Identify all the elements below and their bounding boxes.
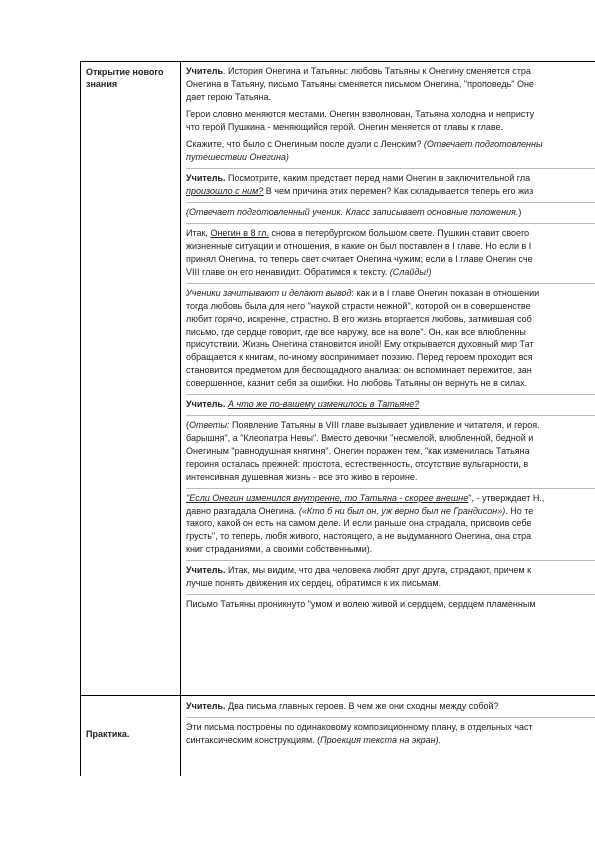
text-run: Онегиным "равнодушная княгиня". Онегин поражен тем, "как изменилась Татьяна (186, 445, 530, 456)
text-run: («Кто б ни был он, уж верно был не Грандисон») (298, 505, 506, 516)
text-run: Итак, (186, 228, 211, 239)
row-content-opening (186, 65, 595, 611)
text-run: (Отвечает подготовленны (423, 138, 543, 149)
text-line (186, 121, 595, 134)
text-line (186, 287, 595, 300)
table-row-divider (80, 695, 595, 696)
text-line (186, 326, 595, 339)
text-run: Герои словно меняются местами. Онегин взволнован, Татьяна холодна и непристу (186, 108, 535, 119)
text-run: письмо, где сердце говорит, где все наружу, все на воле". Он, как все влюбленны (186, 326, 526, 337)
text-line (186, 471, 595, 484)
paragraph (186, 415, 595, 483)
text-run: Учитель. (186, 565, 226, 576)
text-run: "Если Онегин изменился внутренне, то Татьяна - скорее внешне (186, 492, 469, 503)
text-run: тогда любовь была для него "наукой страсти нежной", которой он в совершенстве (186, 300, 531, 311)
text-run: обращается к книгам, по-иному воспринимает поэзию. Перед героем проходит вся (186, 352, 533, 363)
text-run: Проекция текста на экран). (320, 735, 442, 746)
text-line (186, 432, 595, 445)
text-line (186, 721, 595, 734)
text-run: ) (518, 207, 522, 218)
text-run: героиня осталась прежней: простота, естественность, отсутствие вульгарности, в (186, 458, 529, 469)
text-run: Учитель. (186, 399, 226, 410)
text-line (186, 458, 595, 471)
text-line (186, 543, 595, 556)
text-line (186, 445, 595, 458)
text-line (186, 492, 595, 505)
text-line (186, 734, 595, 747)
paragraph (186, 223, 595, 278)
paragraph (186, 560, 595, 590)
text-run: Письмо Татьяны проникнуто "умом и волею живой и сердцем, сердцем пламенным (186, 599, 536, 610)
text-run: Эти письма построены по одинаковому композиционному плану, в отдельных част (186, 722, 533, 733)
text-line (186, 419, 595, 432)
text-run: жизненные ситуации и отношения, в какие он был поставлен в I главе. Но если в I (186, 241, 532, 252)
text-line (186, 700, 595, 713)
text-run: . Но те (505, 505, 534, 516)
paragraph (186, 168, 595, 198)
text-run: Скажите, что было с Онегиным после дуэли с Ленским? (186, 138, 424, 149)
paragraph (186, 202, 595, 219)
paragraph (186, 394, 595, 411)
text-line (186, 227, 595, 240)
row-content-practice (186, 700, 595, 747)
text-run: : как и в I главе Онегин показан в отношении (351, 288, 540, 299)
text-run: (Слайды!) (389, 266, 432, 277)
row-label-opening: Открытие нового знания (86, 67, 164, 89)
text-run: Учитель. (186, 173, 226, 184)
text-line (186, 65, 595, 78)
text-line (186, 91, 595, 104)
paragraph (186, 65, 595, 103)
text-line (186, 564, 595, 577)
text-line (186, 377, 595, 390)
table-top-border (80, 61, 595, 62)
text-run: . История Онегина и Татьяны: любовь Татьяны к Онегину сменяется стра (223, 66, 531, 76)
text-run: Ответы: (189, 420, 230, 431)
text-line (186, 240, 595, 253)
text-line (186, 313, 595, 326)
text-run: принял Онегина, то теперь свет считает Онегина чужим; если в I главе Онегин сче (186, 254, 533, 265)
text-run: дает герою Татьяна. (186, 91, 271, 102)
text-run: давно разгадала Онегина. (186, 505, 299, 516)
text-run: ", - утверждает Н., (468, 492, 545, 503)
text-line (186, 398, 595, 411)
text-line (186, 351, 595, 364)
text-run: Два письма главных героев. В чем же они сходны между собой? (225, 701, 499, 711)
text-run: В чем причина этих перемен? Как складывается теперь его жиз (263, 185, 534, 196)
text-run: Онегина в Татьяну, письмо Татьяны сменяется письмом Онегина, "проповедь" Оне (186, 78, 534, 89)
text-run: лучше понять движения их сердец, обратимся к их письмам. (186, 578, 442, 589)
row-label-practice: Практика. (86, 729, 130, 739)
text-line (186, 517, 595, 530)
text-run: Учитель. (186, 701, 226, 711)
text-line (186, 253, 595, 266)
text-line (186, 300, 595, 313)
paragraph (186, 283, 595, 389)
text-line (186, 185, 595, 198)
paragraph (186, 108, 595, 134)
text-line (186, 172, 595, 185)
paragraph (186, 138, 595, 164)
text-run: произошло с ним? (186, 185, 264, 196)
text-run: Ученики зачитывают и делают вывод (186, 288, 352, 299)
text-line (186, 530, 595, 543)
text-line (186, 598, 595, 611)
text-run: становится предметом для беспощадного анализа: он вспоминает пережитое, зан (186, 364, 532, 375)
paragraph (186, 700, 595, 713)
text-run: присутствии. Жизнь Онегина становится иной! Ему открывается духовный мир Тат (186, 339, 534, 350)
text-run: Посмотрите, каким предстает перед нами Онегин в заключительной гла (225, 173, 531, 184)
text-run: барышня", а "Клеопатра Невы". Вместо девочки "несмелой, влюбленной, бедной и (186, 433, 534, 444)
text-run: путешествии Онегина) (186, 151, 289, 162)
text-run: интенсивная душевная жизнь - все это живо в героине. (186, 471, 418, 482)
text-run: VIII главе он его ненавидит. Обратимся к тексту. (186, 266, 390, 277)
text-line (186, 78, 595, 91)
paragraph (186, 594, 595, 611)
paragraph (186, 717, 595, 747)
paragraph (186, 488, 595, 556)
text-line (186, 206, 595, 219)
table-column-divider (180, 61, 181, 776)
text-run: что герой Пушкина - меняющийся герой. Онегин меняется от главы к главе. (186, 121, 504, 132)
text-line (186, 266, 595, 279)
text-line (186, 138, 595, 151)
text-line (186, 577, 595, 590)
text-run: ( (186, 420, 189, 431)
text-run: совершенное, казнит себя за ошибки. Но любовь Татьяны он вернуть не в силах. (186, 377, 528, 388)
text-run: снова в петербургском большом свете. Пушкин ставит своего (268, 228, 530, 239)
text-line (186, 338, 595, 351)
text-line (186, 108, 595, 121)
text-run: Учитель (186, 66, 224, 76)
text-run: А что же по-вашему изменилось в Татьяне? (228, 399, 420, 410)
text-run: (Отвечает подготовленный ученик. Класс записывает основные положения. (186, 207, 519, 218)
text-run: книг страданиями, а своими собственными). (186, 544, 373, 554)
text-run: любит горячо, искренне, страстно. В его жизнь вторгается любовь, затмившая соб (186, 313, 532, 324)
text-line (186, 151, 595, 164)
text-run: синтаксическим конструкциям. ( (186, 735, 321, 746)
text-line (186, 505, 595, 518)
table-left-border (80, 61, 81, 776)
text-run: Появление Татьяны в VIII главе вызывает удивление и читателя, и героя. (229, 420, 540, 431)
text-run: Онегин в 8 гл. (210, 228, 269, 239)
text-run: Итак, мы видим, что два человека любят друг друга, страдают, причем к (225, 565, 532, 576)
text-line (186, 364, 595, 377)
text-run: такого, какой он есть на самом деле. И если раньше она страдала, присвоив себе (186, 518, 532, 529)
text-run: грусть", то теперь, любя живого, настоящего, а не выдуманного Онегина, она стра (186, 531, 532, 542)
